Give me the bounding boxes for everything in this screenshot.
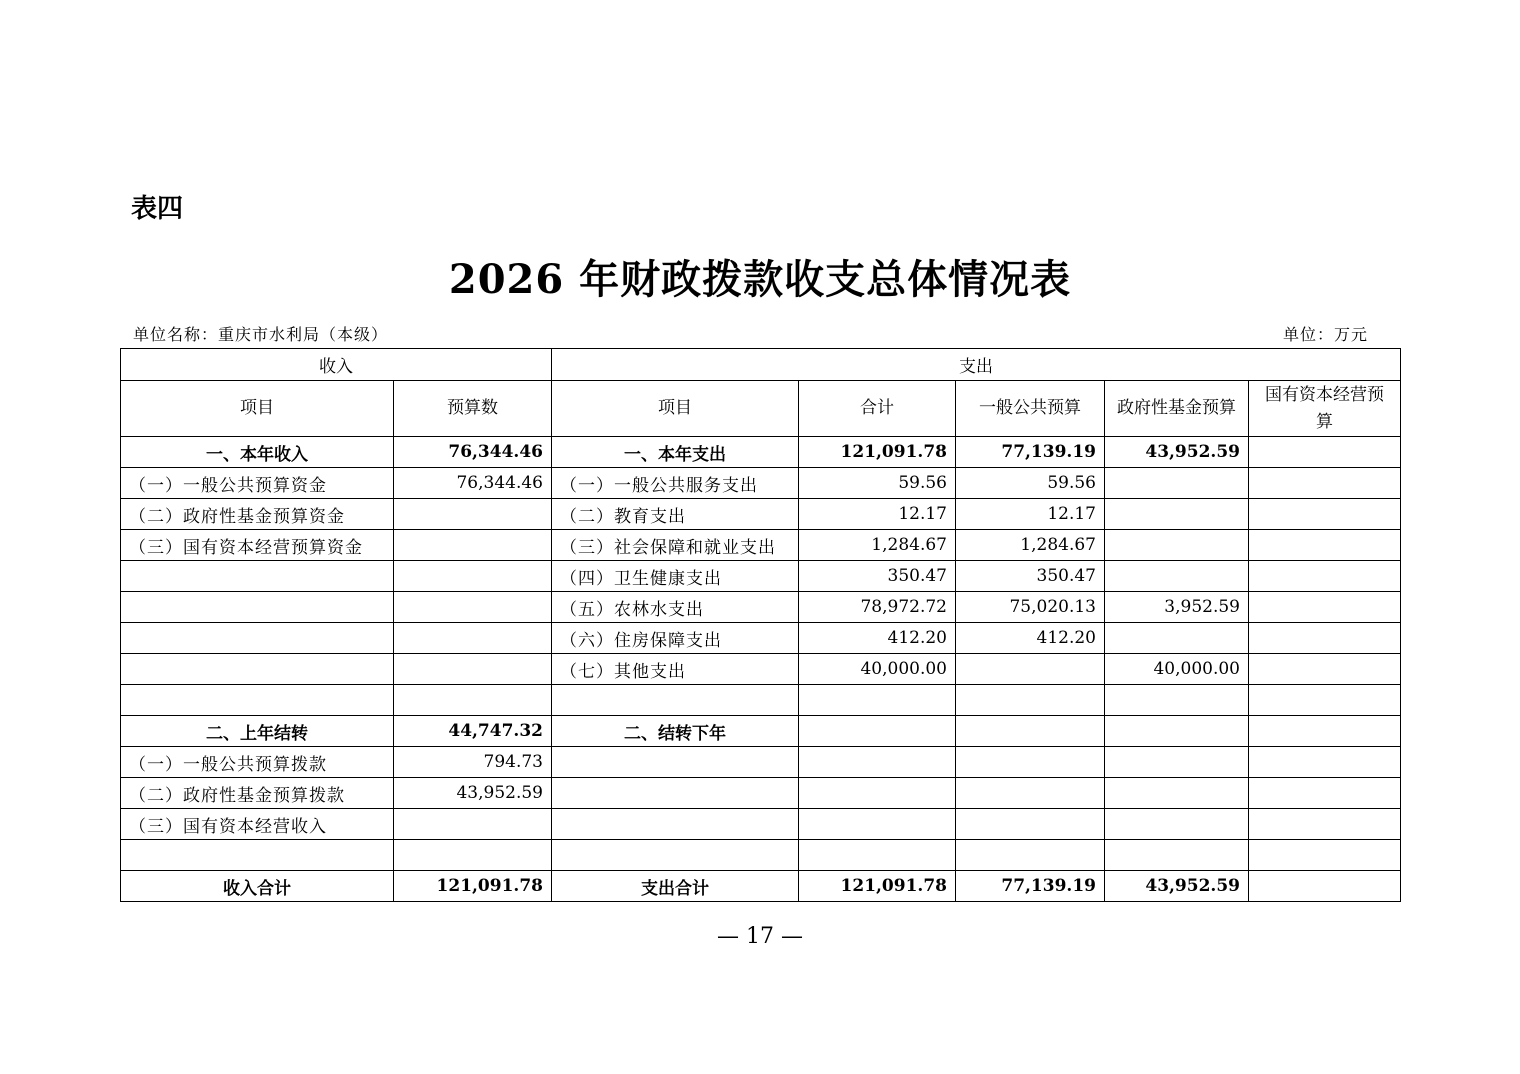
general-budget-cell [956, 685, 1105, 716]
income-item-cell: （三）国有资本经营预算资金 [121, 530, 394, 561]
income-amount-cell [394, 685, 552, 716]
state-capital-cell [1249, 778, 1401, 809]
expense-item-cell [552, 840, 799, 871]
table-row [121, 499, 1401, 530]
state-capital-cell [1249, 561, 1401, 592]
total-cell: 412.20 [799, 623, 956, 654]
gov-fund-cell [1105, 840, 1249, 871]
general-budget-cell [956, 809, 1105, 840]
table-row [121, 561, 1401, 592]
total-cell: 121,091.78 [799, 871, 956, 902]
table-row [121, 809, 1401, 840]
expense-item-cell: 一、本年支出 [552, 437, 799, 468]
gov-fund-cell [1105, 623, 1249, 654]
state-capital-cell [1249, 685, 1401, 716]
total-header: 合计 [799, 381, 956, 437]
income-item-cell: （一）一般公共预算拨款 [121, 747, 394, 778]
general-budget-cell [956, 840, 1105, 871]
table-row [121, 437, 1401, 468]
expense-item-header: 项目 [552, 381, 799, 437]
state-capital-cell [1249, 809, 1401, 840]
state-capital-cell [1249, 654, 1401, 685]
state-capital-cell [1249, 840, 1401, 871]
gov-fund-cell [1105, 530, 1249, 561]
table-row [121, 468, 1401, 499]
state-capital-cell [1249, 747, 1401, 778]
table-row [121, 685, 1401, 716]
income-amount-cell [394, 561, 552, 592]
expense-item-cell: （六）住房保障支出 [552, 623, 799, 654]
total-cell: 1,284.67 [799, 530, 956, 561]
state-capital-cell [1249, 623, 1401, 654]
income-item-cell [121, 561, 394, 592]
income-item-cell [121, 840, 394, 871]
document-title: 2026 年财政拨款收支总体情况表 [448, 256, 1072, 303]
expense-item-cell: （一）一般公共服务支出 [552, 468, 799, 499]
table-row [121, 778, 1401, 809]
general-budget-cell: 1,284.67 [956, 530, 1105, 561]
expense-item-cell: 二、结转下年 [552, 716, 799, 747]
unit-label: 单位：万元 [1282, 325, 1368, 344]
general-budget-cell: 350.47 [956, 561, 1105, 592]
total-cell: 59.56 [799, 468, 956, 499]
income-item-cell: （二）政府性基金预算拨款 [121, 778, 394, 809]
total-cell: 40,000.00 [799, 654, 956, 685]
general-budget-cell: 77,139.19 [956, 437, 1105, 468]
income-item-cell: （一）一般公共预算资金 [121, 468, 394, 499]
expense-item-cell: 支出合计 [552, 871, 799, 902]
income-amount-cell: 794.73 [394, 747, 552, 778]
table-label: 表四 [131, 194, 184, 224]
expense-item-cell [552, 685, 799, 716]
table-row [121, 530, 1401, 561]
table-row [121, 716, 1401, 747]
income-amount-cell: 43,952.59 [394, 778, 552, 809]
income-amount-cell [394, 840, 552, 871]
income-item-cell [121, 592, 394, 623]
income-item-header: 项目 [121, 381, 394, 437]
income-item-cell [121, 685, 394, 716]
total-cell [799, 809, 956, 840]
gov-fund-cell: 43,952.59 [1105, 871, 1249, 902]
total-cell [799, 685, 956, 716]
state-capital-cell [1249, 437, 1401, 468]
general-budget-cell [956, 716, 1105, 747]
income-item-cell: （三）国有资本经营收入 [121, 809, 394, 840]
gov-fund-cell: 3,952.59 [1105, 592, 1249, 623]
table-row [121, 592, 1401, 623]
income-amount-cell [394, 592, 552, 623]
income-item-cell: 二、上年结转 [121, 716, 394, 747]
general-budget-header: 一般公共预算 [956, 381, 1105, 437]
gov-fund-cell [1105, 468, 1249, 499]
general-budget-cell: 59.56 [956, 468, 1105, 499]
total-cell [799, 716, 956, 747]
income-item-cell [121, 654, 394, 685]
income-amount-cell [394, 654, 552, 685]
table-row [121, 654, 1401, 685]
state-capital-cell [1249, 468, 1401, 499]
gov-fund-cell [1105, 778, 1249, 809]
table-row [121, 871, 1401, 902]
expense-header: 支出 [552, 349, 1401, 381]
state-capital-cell [1249, 499, 1401, 530]
fiscal-table [120, 348, 1401, 902]
total-cell: 78,972.72 [799, 592, 956, 623]
total-cell [799, 840, 956, 871]
income-amount-cell: 121,091.78 [394, 871, 552, 902]
general-budget-cell [956, 778, 1105, 809]
gov-fund-header: 政府性基金预算 [1105, 381, 1249, 437]
expense-item-cell: （七）其他支出 [552, 654, 799, 685]
general-budget-cell [956, 654, 1105, 685]
income-item-cell: 收入合计 [121, 871, 394, 902]
state-capital-cell [1249, 716, 1401, 747]
expense-item-cell [552, 747, 799, 778]
expense-item-cell: （五）农林水支出 [552, 592, 799, 623]
general-budget-cell [956, 747, 1105, 778]
gov-fund-cell [1105, 561, 1249, 592]
total-cell: 12.17 [799, 499, 956, 530]
income-amount-cell [394, 623, 552, 654]
income-amount-cell: 76,344.46 [394, 437, 552, 468]
expense-item-cell [552, 778, 799, 809]
gov-fund-cell [1105, 716, 1249, 747]
header-row-top [121, 349, 1401, 381]
total-cell: 121,091.78 [799, 437, 956, 468]
gov-fund-cell: 40,000.00 [1105, 654, 1249, 685]
header-row-columns [121, 381, 1401, 437]
table-row [121, 747, 1401, 778]
page-number: — 17 — [717, 924, 803, 949]
expense-item-cell: （三）社会保障和就业支出 [552, 530, 799, 561]
state-capital-cell [1249, 871, 1401, 902]
gov-fund-cell [1105, 685, 1249, 716]
table-row [121, 840, 1401, 871]
income-amount-cell [394, 809, 552, 840]
general-budget-cell: 77,139.19 [956, 871, 1105, 902]
income-budget-header: 预算数 [394, 381, 552, 437]
expense-item-cell: （二）教育支出 [552, 499, 799, 530]
state-capital-cell [1249, 530, 1401, 561]
total-cell: 350.47 [799, 561, 956, 592]
general-budget-cell: 75,020.13 [956, 592, 1105, 623]
state-capital-cell [1249, 592, 1401, 623]
gov-fund-cell [1105, 747, 1249, 778]
gov-fund-cell [1105, 499, 1249, 530]
income-item-cell [121, 623, 394, 654]
gov-fund-cell [1105, 809, 1249, 840]
income-amount-cell: 76,344.46 [394, 468, 552, 499]
total-cell [799, 778, 956, 809]
state-capital-header: 国有资本经营预算 [1249, 381, 1401, 437]
expense-item-cell [552, 809, 799, 840]
income-amount-cell: 44,747.32 [394, 716, 552, 747]
expense-item-cell: （四）卫生健康支出 [552, 561, 799, 592]
income-item-cell: （二）政府性基金预算资金 [121, 499, 394, 530]
unit-name: 单位名称：重庆市水利局（本级） [133, 325, 389, 344]
income-item-cell: 一、本年收入 [121, 437, 394, 468]
general-budget-cell: 12.17 [956, 499, 1105, 530]
income-amount-cell [394, 530, 552, 561]
income-amount-cell [394, 499, 552, 530]
income-header: 收入 [121, 349, 552, 381]
general-budget-cell: 412.20 [956, 623, 1105, 654]
total-cell [799, 747, 956, 778]
gov-fund-cell: 43,952.59 [1105, 437, 1249, 468]
table-row [121, 623, 1401, 654]
